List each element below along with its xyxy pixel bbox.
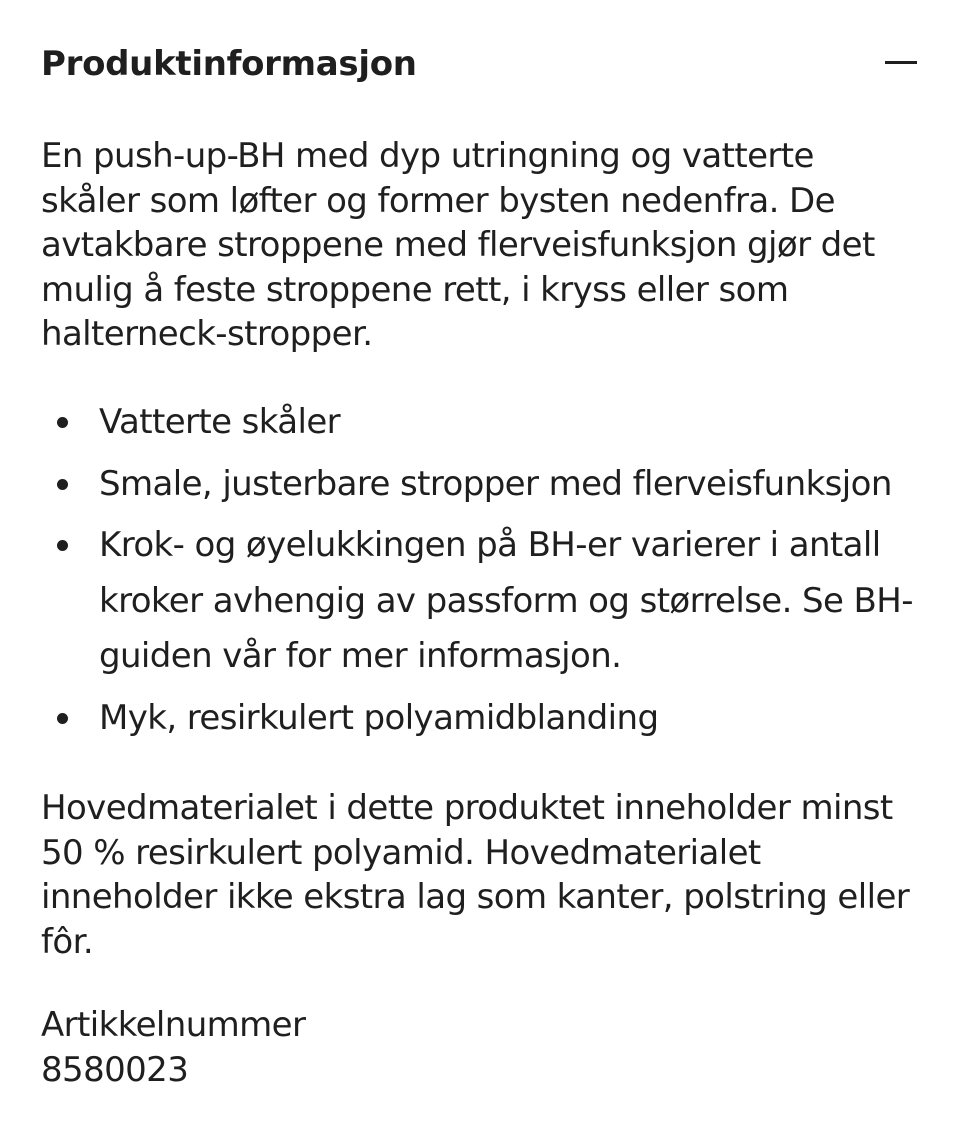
bullet-icon (57, 540, 68, 551)
bullet-icon (57, 479, 68, 490)
minus-icon (885, 61, 917, 64)
feature-item (41, 691, 921, 747)
product-info-header[interactable] (41, 40, 921, 90)
feature-item (41, 395, 921, 451)
feature-item (41, 457, 921, 513)
feature-text: Smale, justerbare stropper med flerveisfunksjon (99, 463, 892, 504)
feature-text: Vatterte skåler (99, 402, 341, 442)
feature-text: Myk, resirkulert polyamidblanding (99, 697, 659, 738)
material-info: Hovedmaterialet i dette produktet inneholder minst 50 % resirkulert polyamid. Hovedmaterialet inneholder ikke ekstra lag som kanter, polstring eller fôr. (41, 788, 910, 962)
feature-list (41, 395, 921, 752)
article-number-value: 8580023 (41, 1049, 189, 1090)
article-number-label: Artikkelnummer (41, 1005, 306, 1045)
product-description: En push-up-BH med dyp utringning og vatterte skåler som løfter og former bysten nedenfra. De avtakbare stroppene med flerveisfunksjon gjør det mulig å feste stroppene rett, i kryss eller som halterneck-stropper. (41, 136, 875, 354)
article-number-block (41, 1003, 921, 1092)
section-title: Produktinformasjon (41, 44, 417, 84)
feature-text: Krok- og øyelukkingen på BH-er varierer i antall kroker avhengig av passform og størrelse. Se BH-guiden vår for mer informasjon. (99, 525, 913, 676)
collapse-button[interactable] (881, 46, 921, 82)
bullet-icon (57, 713, 68, 724)
bullet-icon (57, 417, 68, 428)
feature-item (41, 518, 921, 685)
